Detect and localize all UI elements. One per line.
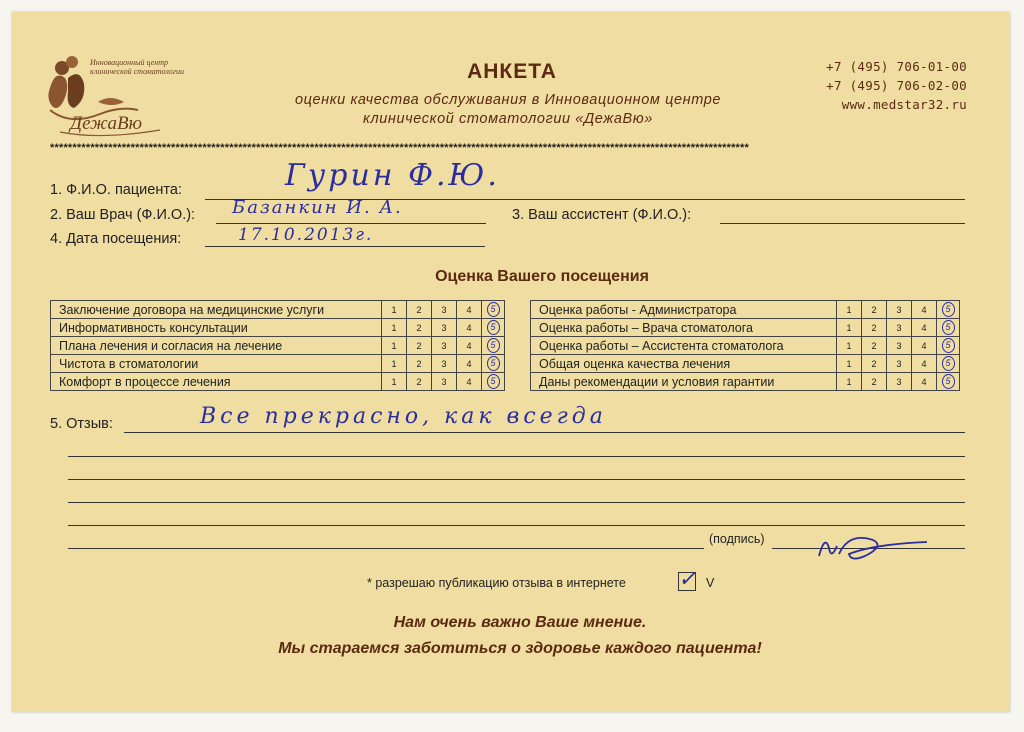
rating-option-5[interactable] [482, 355, 505, 373]
date-field[interactable]: 17.10.2013г. [238, 225, 374, 245]
selected-rating-mark: 5 [487, 338, 500, 353]
rating-row [51, 319, 505, 337]
website: www.medstar32.ru [841, 97, 967, 112]
rating-option-1[interactable]: 1 [837, 301, 862, 319]
rating-option-1[interactable]: 1 [837, 319, 862, 337]
feedback-line-2 [68, 456, 965, 457]
rating-option-3[interactable]: 3 [432, 337, 457, 355]
rating-option-1[interactable]: 1 [837, 373, 862, 391]
logo-brand-name: ДежаВю [70, 113, 142, 134]
rating-option-4[interactable]: 4 [457, 337, 482, 355]
rating-row [531, 301, 960, 319]
rating-option-5[interactable] [937, 373, 960, 391]
rating-option-3[interactable]: 3 [432, 301, 457, 319]
rating-option-3[interactable]: 3 [887, 355, 912, 373]
rating-option-1[interactable]: 1 [837, 337, 862, 355]
rating-option-5[interactable] [482, 319, 505, 337]
rating-option-1[interactable]: 1 [837, 355, 862, 373]
rating-row-label: Оценка работы - Администратора [531, 301, 837, 319]
rating-row-label: Информативность консультации [51, 319, 382, 337]
rating-row-label: Чистота в стоматологии [51, 355, 382, 373]
rating-option-4[interactable]: 4 [912, 301, 937, 319]
rating-row-label: Комфорт в процессе лечения [51, 373, 382, 391]
consent-note: * разрешаю публикацию отзыва в интернете [367, 576, 626, 590]
selected-rating-mark: 5 [942, 356, 955, 371]
selected-rating-mark: 5 [487, 320, 500, 335]
rating-row [51, 301, 505, 319]
rating-option-5[interactable] [937, 319, 960, 337]
rating-option-5[interactable] [482, 301, 505, 319]
footer-line-1: Нам очень важно Ваше мнение. [393, 614, 647, 631]
signature-label: (подпись) [709, 532, 765, 546]
feedback-label: 5. Отзыв: [50, 416, 113, 432]
selected-rating-mark: 5 [487, 356, 500, 371]
rating-option-4[interactable]: 4 [457, 301, 482, 319]
signature-icon [815, 526, 935, 566]
date-line [205, 246, 485, 247]
rating-table-right [530, 300, 960, 391]
rating-option-4[interactable]: 4 [912, 337, 937, 355]
rating-option-3[interactable]: 3 [887, 319, 912, 337]
rating-row [531, 319, 960, 337]
rating-option-3[interactable]: 3 [432, 373, 457, 391]
feedback-line-3 [68, 479, 965, 480]
footer-line-2: Мы стараемся заботиться о здоровье каждого пациента! [278, 640, 762, 657]
rating-option-2[interactable]: 2 [407, 319, 432, 337]
rating-option-2[interactable]: 2 [407, 373, 432, 391]
logo-caption-line2: клинической стоматологии [90, 67, 185, 76]
rating-option-3[interactable]: 3 [887, 337, 912, 355]
rating-option-1[interactable]: 1 [382, 301, 407, 319]
rating-row-label: Заключение договора на медицинские услуги [51, 301, 382, 319]
date-label: 4. Дата посещения: [50, 231, 182, 247]
rating-option-3[interactable]: 3 [432, 355, 457, 373]
rating-row [531, 373, 960, 391]
rating-option-2[interactable]: 2 [407, 355, 432, 373]
feedback-field[interactable]: Все прекрасно, как всегда [200, 404, 607, 429]
selected-rating-mark: 5 [487, 302, 500, 317]
star-separator: ************************************************************************************************************************************************************ [50, 143, 749, 150]
checkmark-icon: ✓ [678, 566, 697, 591]
selected-rating-mark: 5 [942, 338, 955, 353]
rating-option-5[interactable] [937, 301, 960, 319]
rating-option-4[interactable]: 4 [912, 355, 937, 373]
contacts-block [826, 57, 967, 114]
rating-row-label: Даны рекомендации и условия гарантии [531, 373, 837, 391]
form-subtitle-line1: оценки качества обслуживания в Инновационном центре [294, 92, 722, 108]
rating-row [531, 337, 960, 355]
doctor-label: 2. Ваш Врач (Ф.И.О.): [50, 207, 196, 223]
rating-section-title: Оценка Вашего посещения [435, 268, 649, 285]
rating-option-1[interactable]: 1 [382, 319, 407, 337]
rating-row-label: Плана лечения и согласия на лечение [51, 337, 382, 355]
rating-option-5[interactable] [482, 373, 505, 391]
phone-2: +7 (495) 706-02-00 [826, 78, 967, 93]
rating-option-2[interactable]: 2 [862, 301, 887, 319]
assistant-label: 3. Ваш ассистент (Ф.И.О.): [512, 207, 692, 223]
rating-option-4[interactable]: 4 [912, 373, 937, 391]
feedback-line-6 [68, 548, 704, 549]
rating-option-2[interactable]: 2 [862, 337, 887, 355]
form-subtitle [240, 91, 776, 129]
form-title: АНКЕТА [467, 60, 557, 83]
rating-option-4[interactable]: 4 [912, 319, 937, 337]
rating-row [51, 355, 505, 373]
doctor-field[interactable]: Базанкин И. А. [232, 197, 403, 218]
rating-option-3[interactable]: 3 [887, 301, 912, 319]
rating-row [531, 355, 960, 373]
rating-option-2[interactable]: 2 [862, 355, 887, 373]
rating-option-3[interactable]: 3 [887, 373, 912, 391]
rating-option-2[interactable]: 2 [407, 301, 432, 319]
rating-option-1[interactable]: 1 [382, 355, 407, 373]
rating-option-2[interactable]: 2 [862, 319, 887, 337]
rating-option-4[interactable]: 4 [457, 373, 482, 391]
rating-table-left [50, 300, 505, 391]
phone-1: +7 (495) 706-01-00 [826, 59, 967, 74]
rating-option-5[interactable] [482, 337, 505, 355]
form-subtitle-line2: клинической стоматологии «ДежаВю» [363, 111, 653, 127]
selected-rating-mark: 5 [942, 302, 955, 317]
rating-option-2[interactable]: 2 [407, 337, 432, 355]
rating-option-5[interactable] [937, 355, 960, 373]
selected-rating-mark: 5 [487, 374, 500, 389]
rating-option-4[interactable]: 4 [457, 355, 482, 373]
rating-row-label: Оценка работы – Врача стоматолога [531, 319, 837, 337]
logo-caption-line1: Инновационный центр [90, 58, 168, 67]
selected-rating-mark: 5 [942, 374, 955, 389]
patient-label: 1. Ф.И.О. пациента: [50, 182, 182, 198]
rating-row-label: Оценка работы – Ассистента стоматолога [531, 337, 837, 355]
selected-rating-mark: 5 [942, 320, 955, 335]
patient-field[interactable]: Гурин Ф.Ю. [285, 158, 500, 193]
rating-option-2[interactable]: 2 [862, 373, 887, 391]
rating-option-1[interactable]: 1 [382, 337, 407, 355]
rating-row-label: Общая оценка качества лечения [531, 355, 837, 373]
rating-row [51, 337, 505, 355]
rating-option-4[interactable]: 4 [457, 319, 482, 337]
doctor-line [216, 223, 486, 224]
feedback-line-4 [68, 502, 965, 503]
rating-row [51, 373, 505, 391]
rating-option-5[interactable] [937, 337, 960, 355]
assistant-field[interactable] [720, 223, 965, 224]
rating-option-1[interactable]: 1 [382, 373, 407, 391]
rating-option-3[interactable]: 3 [432, 319, 457, 337]
consent-checkbox-label: V [706, 576, 715, 590]
feedback-line-1 [124, 432, 965, 433]
